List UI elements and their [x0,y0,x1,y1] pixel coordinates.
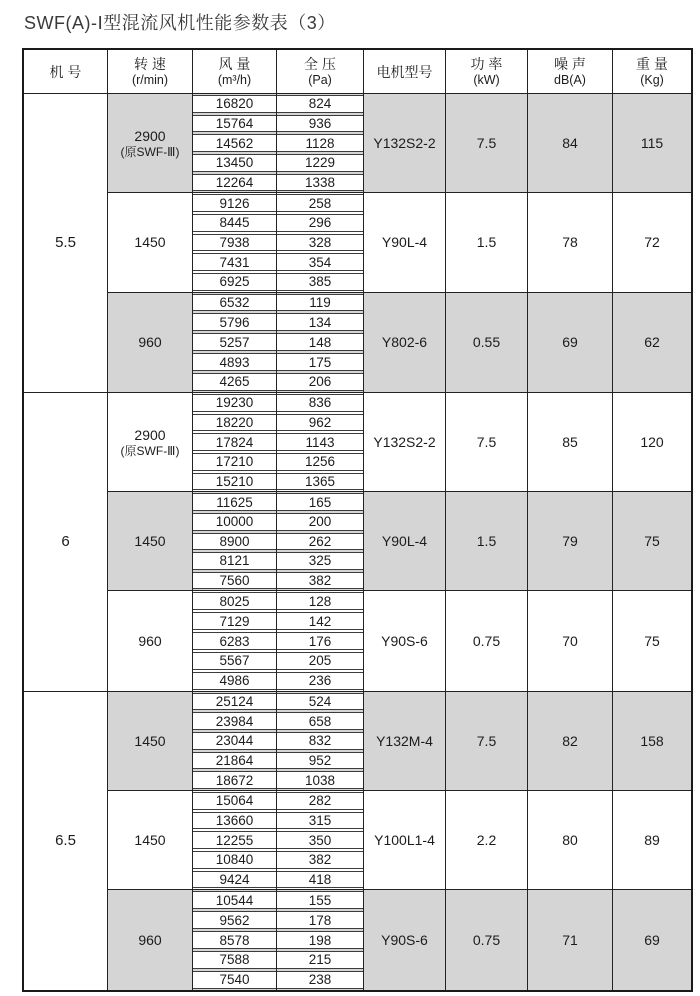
pressure-value-cell: 836 [277,394,363,412]
pressure-value-cell: 258 [277,194,363,212]
flow-column [193,591,277,690]
header-label: 风 量 [218,56,251,72]
pressure-column [277,492,364,590]
pressure-column [277,293,364,392]
speed-group-row [108,293,691,392]
pressure-value-cell: 658 [277,712,363,730]
machine-block [24,393,691,692]
pressure-column [277,890,364,989]
pressure-column [277,791,364,889]
flow-value-cell: 15210 [193,473,276,491]
header-label: 电机型号 [376,63,433,80]
pressure-value-cell: 325 [277,552,363,570]
flow-value-cell: 21864 [193,752,276,770]
weight-cell: 69 [644,932,660,949]
flow-value-cell: 10000 [193,513,276,531]
speed-group-row [108,692,691,791]
header-sublabel: dB(A) [554,73,586,87]
weight-cell: 115 [640,135,664,152]
pressure-column [277,393,364,491]
header-cell-0 [24,50,108,93]
noise-cell: 69 [528,293,613,392]
power-cell: 2.2 [446,791,528,889]
noise-cell: 82 [528,692,613,790]
flow-value-cell: 6283 [193,632,276,650]
pressure-value-cell: 236 [277,672,363,690]
flow-value-cell: 10840 [193,851,276,869]
pressure-value-cell: 119 [277,294,363,312]
pressure-value-cell: 178 [277,911,363,929]
speed-group-row [108,492,691,591]
machine-no: 6 [61,533,70,551]
pressure-value-cell: 155 [277,891,363,909]
noise-cell: 70 [528,591,613,690]
motor-model-cell: Y90S-6 [364,591,446,690]
header-cell-7 [613,50,691,93]
flow-column [193,791,277,889]
power-cell: 0.75 [446,591,528,690]
flow-value-cell: 4893 [193,353,276,371]
motor-model-cell: Y100L1-4 [364,791,446,889]
speed-value: 1450 [134,832,166,849]
speed-group-row [108,890,691,989]
pressure-value-cell: 328 [277,234,363,252]
header-label: 全 压 [304,56,336,72]
speed-group-row [108,393,691,492]
pressure-value-cell: 148 [277,333,363,351]
flow-value-cell: 9562 [193,911,276,929]
flow-value-cell: 7560 [193,572,276,590]
header-sublabel: (m³/h) [217,73,252,87]
header-label: 转 速 [134,56,166,72]
header-cell-6 [528,50,613,93]
pressure-value-cell: 524 [277,693,363,711]
flow-value-cell: 11625 [193,493,276,511]
pressure-value-cell: 1143 [277,433,363,451]
flow-value-cell: 7129 [193,612,276,630]
flow-column [193,193,277,291]
pressure-value-cell: 962 [277,414,363,432]
flow-value-cell: 7540 [193,971,276,989]
machine-no-cell [24,692,108,990]
pressure-value-cell: 262 [277,533,363,551]
header-sublabel: (Pa) [308,73,332,87]
noise-cell: 71 [528,890,613,989]
speed-cell [108,492,193,590]
flow-value-cell: 8900 [193,533,276,551]
pressure-value-cell: 206 [277,373,363,391]
pressure-value-cell: 832 [277,732,363,750]
pressure-value-cell: 215 [277,951,363,969]
pressure-value-cell: 354 [277,253,363,271]
pressure-value-cell: 418 [277,871,363,889]
machine-no-cell [24,94,108,392]
noise-cell: 84 [528,94,613,192]
pressure-value-cell: 282 [277,792,363,810]
flow-value-cell: 7431 [193,253,276,271]
pressure-value-cell: 936 [277,115,363,133]
flow-value-cell: 23044 [193,732,276,750]
pressure-value-cell: 1256 [277,453,363,471]
weight-cell: 75 [644,533,660,550]
pressure-value-cell: 1128 [277,134,363,152]
header-label: 机 号 [49,63,82,80]
flow-value-cell: 15064 [193,792,276,810]
speed-value: 1450 [134,732,166,749]
pressure-value-cell: 1229 [277,154,363,172]
speed-value: 960 [138,633,162,650]
speed-group-row [108,193,691,292]
pressure-value-cell: 315 [277,812,363,830]
speed-value: 2900 [134,426,166,443]
pressure-value-cell: 128 [277,592,363,610]
speed-value: 1450 [134,234,166,251]
pressure-value-cell: 1365 [277,473,363,491]
pressure-value-cell: 205 [277,652,363,670]
pressure-value-cell: 165 [277,493,363,511]
pressure-value-cell: 382 [277,572,363,590]
machine-no: 6.5 [55,832,76,850]
motor-model-cell: Y802-6 [364,293,446,392]
pressure-value-cell: 350 [277,831,363,849]
flow-value-cell: 17210 [193,453,276,471]
speed-cell [108,193,193,291]
pressure-value-cell: 385 [277,273,363,291]
flow-value-cell: 5796 [193,313,276,331]
pressure-value-cell: 200 [277,513,363,531]
flow-value-cell: 13450 [193,154,276,172]
flow-value-cell: 25124 [193,693,276,711]
weight-cell: 89 [644,832,660,849]
flow-value-cell: 17824 [193,433,276,451]
motor-model-cell: Y132M-4 [364,692,446,790]
noise-cell: 80 [528,791,613,889]
flow-value-cell: 6925 [193,273,276,291]
header-label: 噪 声 [554,56,586,72]
flow-value-cell: 5257 [193,333,276,351]
header-cell-3 [277,50,364,93]
motor-model-cell: Y132S2-2 [364,393,446,491]
flow-column [193,692,277,790]
speed-groups [108,692,691,990]
flow-value-cell: 8025 [193,592,276,610]
machine-block [24,692,691,990]
pressure-value-cell: 175 [277,353,363,371]
flow-value-cell: 18220 [193,414,276,432]
header-cell-5 [446,50,528,93]
flow-value-cell: 7938 [193,234,276,252]
noise-cell: 78 [528,193,613,291]
power-cell: 0.75 [446,890,528,989]
flow-value-cell: 10544 [193,891,276,909]
power-cell: 1.5 [446,492,528,590]
page-title: SWF(A)-Ⅰ型混流风机性能参数表（3） [24,13,336,33]
motor-model-cell: Y90L-4 [364,193,446,291]
flow-value-cell: 18672 [193,771,276,789]
machine-no: 5.5 [55,234,76,252]
power-cell: 7.5 [446,94,528,192]
flow-value-cell: 14562 [193,134,276,152]
weight-cell: 75 [644,633,660,650]
flow-value-cell: 9424 [193,871,276,889]
machine-block [24,94,691,393]
flow-value-cell: 15764 [193,115,276,133]
flow-value-cell: 23984 [193,712,276,730]
flow-value-cell: 12264 [193,174,276,192]
pressure-column [277,591,364,690]
pressure-value-cell: 238 [277,971,363,989]
pressure-value-cell: 824 [277,95,363,113]
flow-column [193,492,277,590]
noise-cell: 85 [528,393,613,491]
flow-value-cell: 8578 [193,931,276,949]
speed-cell [108,791,193,889]
flow-value-cell: 19230 [193,394,276,412]
power-cell: 1.5 [446,193,528,291]
speed-value: 960 [138,334,162,351]
table-header [24,50,691,94]
power-cell: 7.5 [446,692,528,790]
noise-cell: 79 [528,492,613,590]
pressure-value-cell: 198 [277,931,363,949]
pressure-value-cell: 142 [277,612,363,630]
flow-value-cell: 6532 [193,294,276,312]
speed-groups [108,393,691,691]
header-cell-4 [364,50,446,93]
weight-cell: 62 [644,334,660,351]
speed-cell [108,393,193,491]
pressure-value-cell: 952 [277,752,363,770]
pressure-value-cell: 382 [277,851,363,869]
flow-value-cell: 4265 [193,373,276,391]
speed-cell [108,293,193,392]
speed-group-row [108,791,691,890]
pressure-value-cell: 176 [277,632,363,650]
table-body [24,94,691,990]
pressure-value-cell: 1338 [277,174,363,192]
speed-cell [108,591,193,690]
flow-column [193,293,277,392]
power-cell: 7.5 [446,393,528,491]
flow-column [193,890,277,989]
pressure-value-cell: 296 [277,214,363,232]
weight-cell: 72 [644,234,660,251]
speed-note: (原SWF-Ⅲ) [120,443,180,458]
header-sublabel: (Kg) [640,73,664,87]
speed-value: 2900 [134,127,166,144]
pressure-column [277,692,364,790]
pressure-value-cell: 134 [277,313,363,331]
power-cell: 0.55 [446,293,528,392]
speed-group-row [108,591,691,690]
speed-note: (原SWF-Ⅲ) [120,144,180,159]
header-cell-1 [108,50,193,93]
flow-column [193,393,277,491]
fan-performance-table [22,48,693,992]
flow-value-cell: 13660 [193,812,276,830]
header-label: 重 量 [636,56,668,72]
pressure-column [277,94,364,192]
header-sublabel: (kW) [473,73,500,87]
speed-groups [108,94,691,392]
flow-value-cell: 9126 [193,194,276,212]
speed-cell [108,94,193,192]
machine-no-cell [24,393,108,691]
flow-value-cell: 8445 [193,214,276,232]
flow-value-cell: 16820 [193,95,276,113]
flow-value-cell: 5567 [193,652,276,670]
weight-cell: 120 [640,434,664,451]
motor-model-cell: Y132S2-2 [364,94,446,192]
flow-value-cell: 8121 [193,552,276,570]
header-sublabel: (r/min) [131,73,169,87]
motor-model-cell: Y90S-6 [364,890,446,989]
pressure-column [277,193,364,291]
speed-cell [108,890,193,989]
weight-cell: 158 [640,732,664,749]
motor-model-cell: Y90L-4 [364,492,446,590]
flow-column [193,94,277,192]
flow-value-cell: 4986 [193,672,276,690]
speed-cell [108,692,193,790]
header-label: 功 率 [470,56,503,72]
header-cell-2 [193,50,277,93]
speed-value: 1450 [134,533,166,550]
speed-group-row [108,94,691,193]
flow-value-cell: 12255 [193,831,276,849]
flow-value-cell: 7588 [193,951,276,969]
speed-value: 960 [138,932,162,949]
pressure-value-cell: 1038 [277,771,363,789]
